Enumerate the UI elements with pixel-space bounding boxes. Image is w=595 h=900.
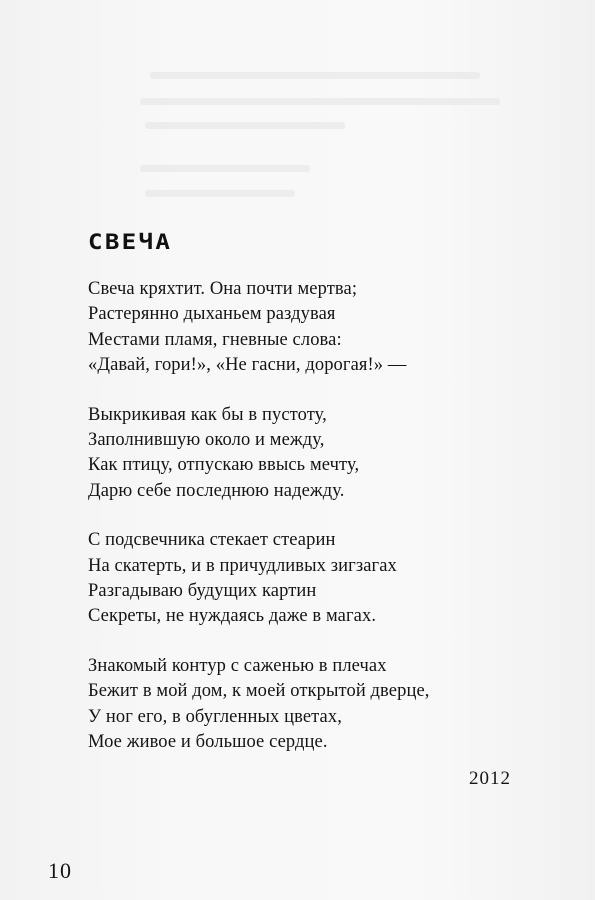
poem-line: Знакомый контур с саженью в плечах bbox=[88, 655, 387, 676]
poem-line: Местами пламя, гневные слова: bbox=[88, 329, 342, 350]
stanza bbox=[88, 654, 548, 756]
poem-line: Выкрикивая как бы в пустоту, bbox=[88, 404, 327, 425]
page-number: 10 bbox=[48, 858, 72, 883]
stanza bbox=[88, 277, 548, 379]
poem-line: Растерянно дыханьем раздувая bbox=[88, 304, 336, 325]
stanza bbox=[88, 528, 548, 630]
poem-line: Заполнившую около и между, bbox=[88, 430, 325, 451]
bleed-through-mark bbox=[145, 190, 295, 197]
poem-line: У ног его, в обугленных цветах, bbox=[88, 706, 342, 727]
poem-line: На скатерть, и в причудливых зигзагах bbox=[88, 555, 397, 576]
bleed-through-mark bbox=[145, 122, 345, 129]
bleed-through-mark bbox=[150, 72, 480, 79]
poem-body bbox=[88, 277, 548, 780]
poem-line: Свеча кряхтит. Она почти мертва; bbox=[88, 279, 358, 299]
poem-line: Мое живое и большое сердце. bbox=[88, 732, 328, 753]
poem-line: Как птицу, отпускаю ввысь мечту, bbox=[88, 455, 360, 476]
stanza bbox=[88, 403, 548, 505]
bleed-through-mark bbox=[140, 165, 310, 172]
bleed-through-mark bbox=[140, 98, 500, 105]
poem-year: 2012 bbox=[469, 768, 511, 789]
poem-line: Бежит в мой дом, к моей открытой дверце, bbox=[88, 681, 430, 702]
poem-line: Дарю себе последнюю надежду. bbox=[88, 480, 345, 501]
poem-line: Разгадываю будущих картин bbox=[88, 581, 317, 602]
poem-line: «Давай, гори!», «Не гасни, дорогая!» — bbox=[88, 355, 407, 376]
poem-line: Секреты, не нуждаясь даже в магах. bbox=[88, 606, 377, 627]
poem-line: С подсвечника стекает стеарин bbox=[88, 530, 336, 551]
poem-title: СВЕЧА bbox=[88, 230, 173, 254]
